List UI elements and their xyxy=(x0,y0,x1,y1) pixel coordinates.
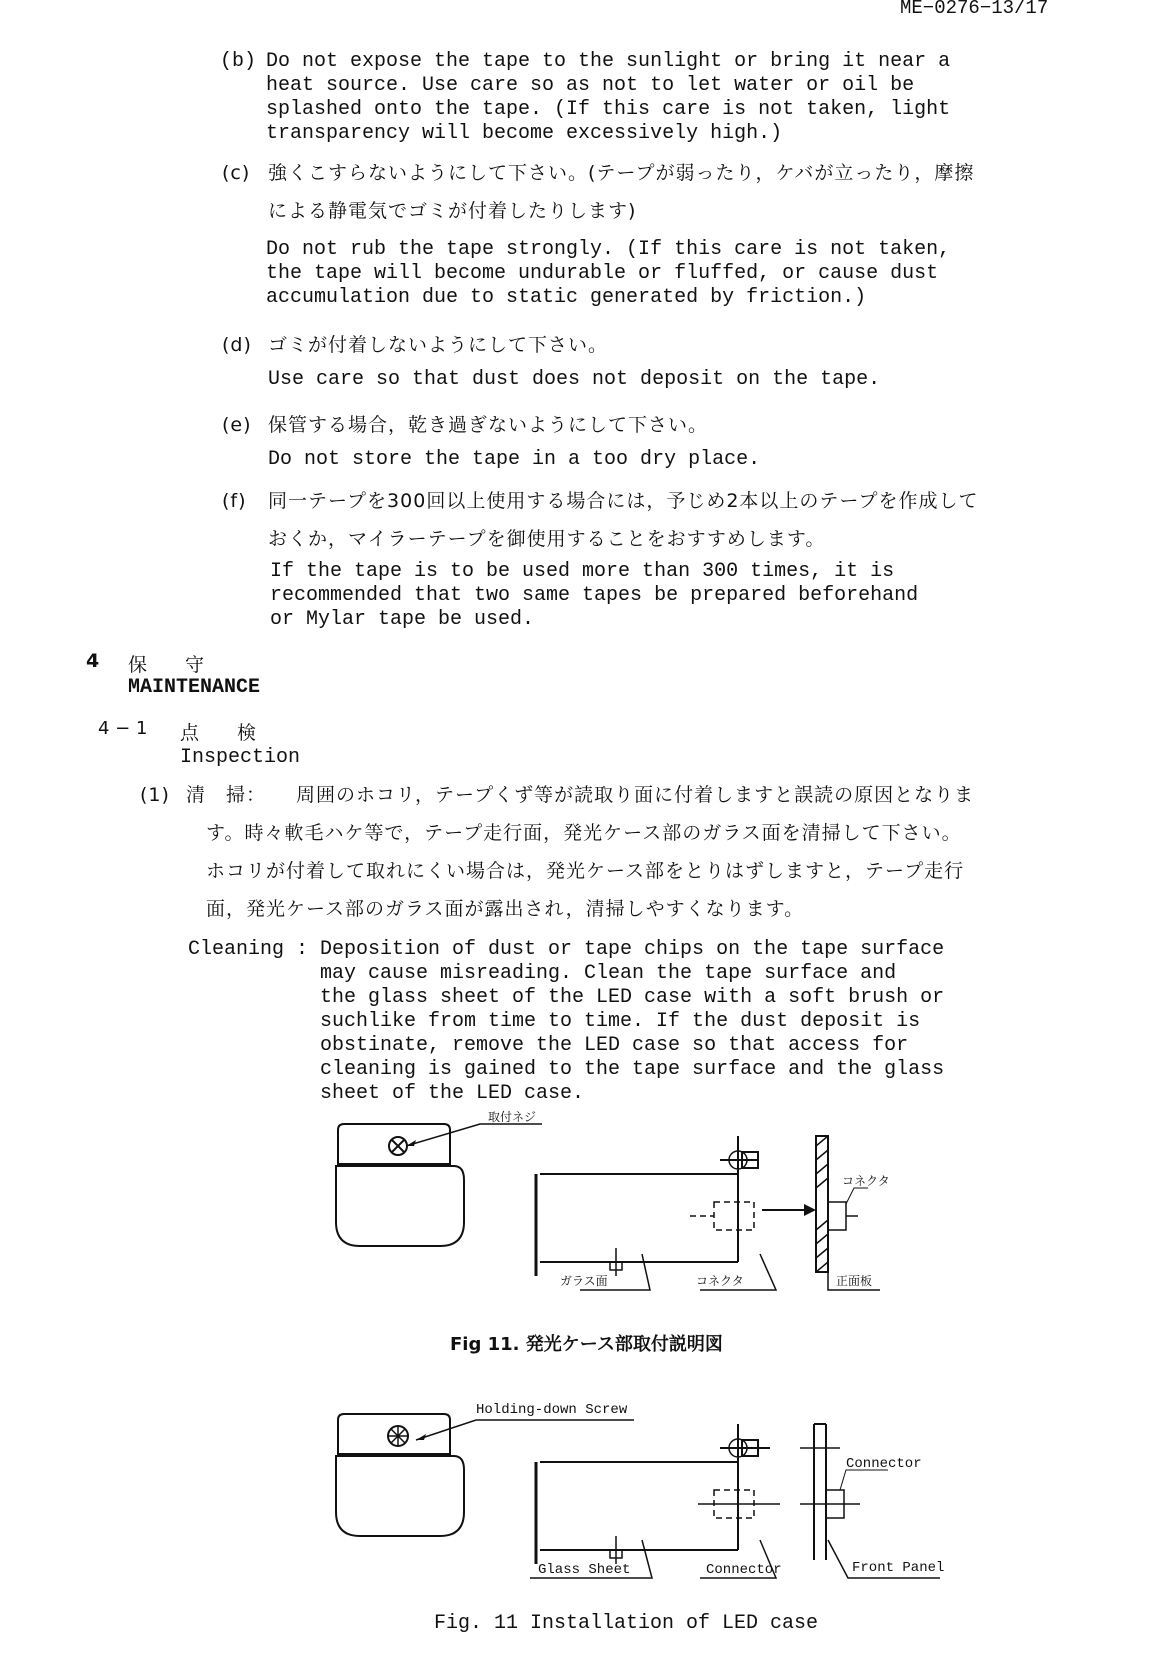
fig-en-connector-right-label: Connector xyxy=(846,1456,922,1472)
item-c-text: Do not rub the tape strongly. (If this care is not taken, the tape will become undurable or fluffed, or cause dust accumulation due to static generated by friction.) xyxy=(266,238,951,309)
section-4-jp-title: 保 守 xyxy=(128,654,205,676)
item-b-text: Do not expose the tape to the sunlight or bring it near a heat source. Use care so as not to let water or oil be splashed onto the tape. (If this care is not taken, light transparency will become excessively high.) xyxy=(266,50,951,145)
section-4-number: 4 xyxy=(86,650,100,672)
item-f-marker: (f) xyxy=(222,490,247,512)
fig-jp-front-panel-label: 正面板 xyxy=(836,1274,873,1288)
item-d-marker: (d) xyxy=(222,334,252,356)
cleaning-jp-line: 周囲のホコリ，テープくず等が読取り面に付着しますと誤読の原因となりま xyxy=(296,784,975,806)
doc-number: ME−0276−13/17 xyxy=(900,0,1049,19)
fig-en-glass-label: Glass Sheet xyxy=(538,1562,631,1578)
fig-en-screw-label: Holding-down Screw xyxy=(476,1402,628,1418)
fig-jp-connector-bottom-label: コネクタ xyxy=(696,1274,744,1288)
item-b-marker: (b) xyxy=(220,50,257,73)
item-c-jp-line1: 強くこすらないようにして下さい。(テープが弱ったり，ケバが立ったり，摩擦 xyxy=(268,162,975,184)
cleaning-jp-heading: 清 掃： xyxy=(186,784,267,806)
cleaning-jp-line: 面，発光ケース部のガラス面が露出され，清掃しやすくなります。 xyxy=(206,898,805,920)
fig-en-front-panel-label: Front Panel xyxy=(852,1560,945,1576)
fig-jp-glass-label: ガラス面 xyxy=(560,1274,608,1288)
item-e-jp: 保管する場合，乾き過ぎないようにして下さい。 xyxy=(268,414,709,436)
cleaning-jp-line: ホコリが付着して取れにくい場合は，発光ケース部をとりはずしますと，テープ走行 xyxy=(206,860,965,882)
fig-jp-caption: Fig 11. 発光ケース部取付説明図 xyxy=(450,1334,723,1355)
fig-jp-screw-label: 取付ネジ xyxy=(488,1110,537,1124)
item-d-text: Use care so that dust does not deposit on the tape. xyxy=(268,368,881,391)
item-f-jp-line2: おくか，マイラーテープを御使用することをおすすめします。 xyxy=(268,528,826,550)
cleaning-jp-line: す。時々軟毛ハケ等で，テープ走行面，発光ケース部のガラス面を清掃して下さい。 xyxy=(206,822,962,844)
section-4-en-title: MAINTENANCE xyxy=(128,676,261,699)
item-d-jp: ゴミが付着しないようにして下さい。 xyxy=(268,334,609,356)
cleaning-marker: (1) xyxy=(140,784,170,806)
section-41-number: 4 − 1 xyxy=(98,718,148,739)
section-41-jp-title: 点 検 xyxy=(180,722,257,744)
fig-en-connector-bottom-label: Connector xyxy=(706,1562,782,1578)
item-c-marker: (c) xyxy=(222,162,251,184)
item-e-marker: (e) xyxy=(222,414,252,436)
section-41-en-title: Inspection xyxy=(180,746,301,769)
item-c-jp-line2: による静電気でゴミが付着したりします) xyxy=(268,200,637,222)
fig-jp-connector-right-label: コネクタ xyxy=(842,1174,890,1188)
item-f-text: If the tape is to be used more than 300 times, it is recommended that two same tapes be prepared beforehand or Mylar tape be used. xyxy=(270,560,919,631)
cleaning-en-label: Cleaning : xyxy=(188,938,309,961)
cleaning-en-text: Deposition of dust or tape chips on the tape surface may cause misreading. Clean the tape surface and the glass sheet of the LED case with a soft brush or suchlike from time to time. If the dust deposit is obstinate, remove the LED case so that access for cleaning is gained to the tape surface and the glass sheet of the LED case. xyxy=(320,938,945,1105)
item-e-text: Do not store the tape in a too dry place. xyxy=(268,448,761,471)
fig-en-caption: Fig. 11 Installation of LED case xyxy=(434,1612,819,1635)
item-f-jp-line1: 同一テープを300回以上使用する場合には，予じめ2本以上のテープを作成して xyxy=(268,490,979,512)
